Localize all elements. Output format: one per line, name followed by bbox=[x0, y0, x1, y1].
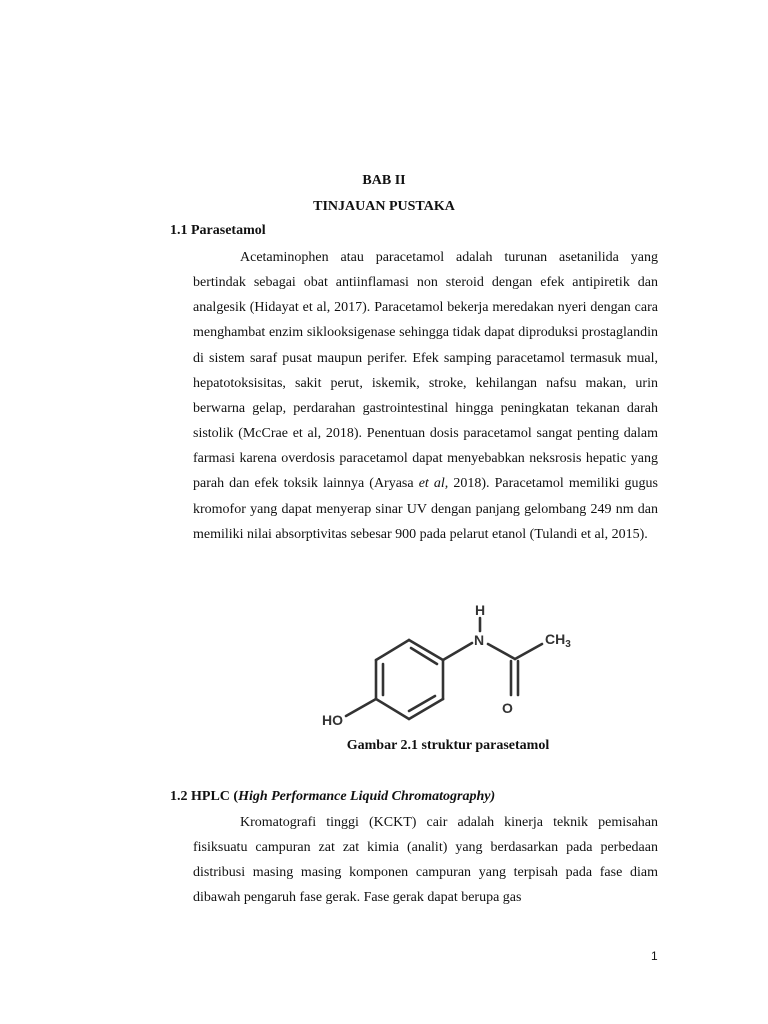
atom-ch3-main: CH bbox=[545, 631, 566, 647]
paragraph-text-part-1: Acetaminophen atau paracetamol adalah turunan asetanilida yang bertindak sebagai obat antiinflamasi non steroid dengan efek antipiretik dan analgesik (Hidayat et al, 2017). Paracetamol bekerja meredakan nyeri dengan cara menghambat enzim siklooksigenase sehingga tidak dapat diproduksi prostaglandin di sistem saraf pusat maupun perifer. Efek samping paracetamol termasuk mual, hepatotoksisitas, sakit perut, iskemik, stroke, kehilangan nafsu makan, urin berwarna gelap, perdarahan gastrointestinal hingga peningkatan tekanan darah sistolik (McCrae et al, 2018). Penentuan dosis paracetamol sangat penting dalam farmasi karena overdosis paracetamol dapat menyebabkan neksrosis hepatic yang parah dan efek toksik lainnya (Aryasa bbox=[193, 250, 658, 492]
c-oh-bond bbox=[346, 699, 376, 716]
n-c-bond bbox=[488, 644, 515, 659]
ring-double-bond bbox=[411, 648, 437, 664]
atom-h: H bbox=[475, 602, 486, 618]
ring-double-bond bbox=[409, 696, 435, 711]
c-n-bond bbox=[443, 643, 472, 660]
ring-bond bbox=[376, 699, 409, 719]
atom-ch3 bbox=[545, 631, 571, 650]
chapter-title: TINJAUAN PUSTAKA bbox=[313, 199, 455, 214]
paracetamol-structure-figure bbox=[310, 595, 590, 735]
ring-bond bbox=[376, 640, 409, 660]
paragraph-hplc-text: Kromatografi tinggi (KCKT) cair adalah kinerja teknik pemisahan fisiksuatu campuran zat zat kimia (analit) yang berdasarkan pada perbedaan distribusi masing masing komponen campuran yang terpisah pada fase diam dibawah pengaruh fase gerak. Fase gerak dapat berupa gas bbox=[193, 815, 658, 906]
c-ch3-bond bbox=[515, 644, 542, 659]
paragraph-text-part-2: 2018). Paracetamol memiliki gugus kromofor yang dapat menyerap sinar UV dengan panjang gelombang 249 nm dan memiliki nilai absorptivitas sebesar 900 pada pelarut etanol (Tulandi et al, 2015). bbox=[193, 476, 658, 542]
section-heading-hplc-italic: High Performance Liquid Chromatography) bbox=[238, 789, 496, 804]
paragraph-parasetamol bbox=[193, 245, 658, 547]
section-heading-hplc bbox=[170, 789, 495, 805]
section-heading-hplc-prefix: 1.2 HPLC ( bbox=[170, 789, 239, 804]
chapter-number: BAB II bbox=[362, 173, 406, 188]
atom-ch3-subscript: 3 bbox=[565, 639, 571, 650]
atom-o: O bbox=[502, 700, 513, 716]
section-heading-parasetamol: 1.1 Parasetamol bbox=[170, 223, 266, 238]
paragraph-hplc bbox=[193, 810, 658, 911]
atom-n: N bbox=[474, 632, 485, 648]
paragraph-text-italic: et al, bbox=[418, 476, 449, 492]
page-number: 1 bbox=[651, 949, 658, 963]
figure-caption: Gambar 2.1 struktur parasetamol bbox=[346, 738, 550, 753]
paracetamol-structure-diagram bbox=[310, 595, 590, 735]
atom-ho: HO bbox=[322, 712, 343, 728]
